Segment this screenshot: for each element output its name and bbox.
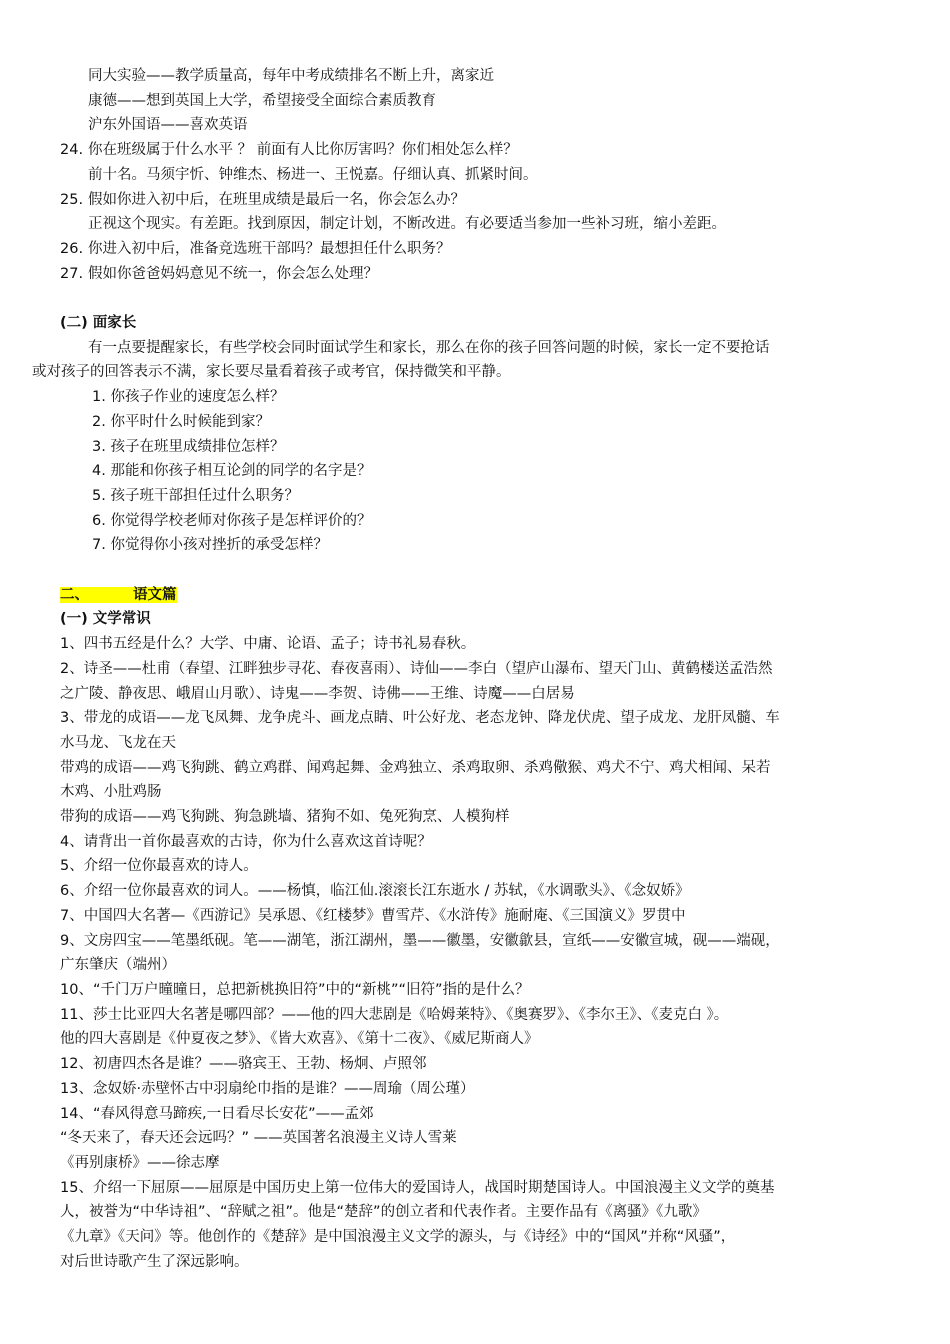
literature-line: 广东肇庆（端州） [60, 957, 176, 974]
literature-line: 15、介绍一下屈原——屈原是中国历史上第一位伟大的爱国诗人，战国时期楚国诗人。中国浪漫主义文学的奠基 [60, 1179, 775, 1196]
literature-line: 他的四大喜剧是《仲夏夜之梦》、《皆大欢喜》、《第十二夜》、《威尼斯商人》 [60, 1031, 539, 1048]
parents-question: 4. 那能和你孩子相互论剑的同学的名字是？ [92, 463, 372, 480]
question-text: 你进入初中后，准备竞选班干部吗？最想担任什么职务？ [88, 240, 451, 257]
answer-text: 前十名。马须宇忻、钟维杰、杨进一、王悦嘉。仔细认真、抓紧时间。 [88, 166, 538, 183]
parents-question: 2. 你平时什么时候能到家？ [92, 413, 270, 430]
literature-line: 7、中国四大名著—《西游记》吴承恩、《红楼梦》曹雪芹、《水浒传》施耐庵、《三国演义》罗贯中 [60, 907, 686, 924]
parents-question: 7. 你觉得你小孩对挫折的承受怎样？ [92, 537, 328, 554]
literature-line: 之广陵、静夜思、峨眉山月歌）、诗鬼——李贺、诗佛——王维、诗魔——白居易 [60, 685, 575, 702]
question-text: 假如你爸爸妈妈意见不统一，你会怎么处理？ [88, 265, 378, 282]
literature-line: 4、请背出一首你最喜欢的古诗，你为什么喜欢这首诗呢？ [60, 833, 432, 850]
literature-line: 木鸡、小肚鸡肠 [60, 784, 162, 801]
literature-line: “冬天来了，春天还会远吗？” ——英国著名浪漫主义诗人雪莱 [60, 1130, 457, 1147]
section-number: 二、 [60, 586, 89, 603]
question-number: 27. [60, 265, 84, 282]
section-heading-parents: (二) 面家长 [60, 315, 137, 332]
section-heading-chinese [60, 583, 904, 608]
spacer [60, 286, 904, 311]
highlighted-heading [60, 587, 177, 603]
literature-line: 12、初唐四杰各是谁？——骆宾王、王勃、杨炯、卢照邻 [60, 1056, 427, 1073]
parents-intro-cont: 或对孩子的回答表示不满，家长要尽量看着孩子或考官，保持微笑和平静。 [32, 364, 511, 381]
literature-line: 6、介绍一位你最喜欢的词人。——杨慎，临江仙.滚滚长江东逝水 / 苏轼，《水调歌头》、《念奴娇》 [60, 883, 690, 900]
question-item [60, 262, 904, 287]
parents-intro: 有一点要提醒家长，有些学校会同时面试学生和家长，那么在你的孩子回答问题的时候，家长一定不要抢话 [88, 339, 770, 356]
parents-question: 6. 你觉得学校老师对你孩子是怎样评价的？ [92, 512, 372, 529]
literature-line: 对后世诗歌产生了深远影响。 [60, 1253, 249, 1270]
literature-line: 5、介绍一位你最喜欢的诗人。 [60, 858, 258, 875]
parents-question: 3. 孩子在班里成绩排位怎样？ [92, 438, 285, 455]
school-line: 沪东外国语——喜欢英语 [88, 117, 248, 134]
literature-line: 9、文房四宝——笔墨纸砚。笔——湖笔，浙江湖州，墨——徽墨，安徽歙县，宣纸——安徽宣城，砚——端砚， [60, 932, 780, 949]
question-item [60, 138, 904, 163]
school-line: 同大实验——教学质量高，每年中考成绩排名不断上升，离家近 [88, 68, 494, 84]
answer-text: 正视这个现实。有差距。找到原因，制定计划，不断改进。有必要适当参加一些补习班，缩小差距。 [88, 216, 726, 233]
literature-line: 10、“千门万户曈曈日，总把新桃换旧符”中的“新桃”“旧符”指的是什么？ [60, 981, 530, 998]
spacer [60, 558, 904, 583]
question-text: 你在班级属于什么水平 ？ 前面有人比你厉害吗？你们相处怎么样？ [88, 142, 518, 159]
literature-line: 《再别康桥》——徐志摩 [60, 1154, 220, 1171]
literature-line: 水马龙、飞龙在天 [60, 734, 176, 751]
literature-line: 带狗的成语——鸡飞狗跳、狗急跳墙、猪狗不如、兔死狗烹、人模狗样 [60, 809, 510, 826]
question-number: 25. [60, 191, 84, 208]
question-number: 26. [60, 240, 84, 257]
parents-question: 1. 你孩子作业的速度怎么样？ [92, 389, 285, 406]
literature-line: 13、念奴娇·赤壁怀古中羽扇纶巾指的是谁？——周瑜（周公瑾） [60, 1080, 475, 1097]
literature-line: 1、四书五经是什么？大学、中庸、论语、孟子；诗书礼易春秋。 [60, 636, 476, 653]
school-line: 康德——想到英国上大学，希望接受全面综合素质教育 [88, 92, 436, 109]
literature-line: 带鸡的成语——鸡飞狗跳、鹤立鸡群、闻鸡起舞、金鸡独立、杀鸡取卵、杀鸡儆猴、鸡犬不宁、鸡犬相闻、呆若 [60, 759, 771, 776]
literature-line: 3、带龙的成语——龙飞凤舞、龙争虎斗、画龙点睛、叶公好龙、老态龙钟、降龙伏虎、望子成龙、龙肝凤髓、车 [60, 710, 780, 727]
literature-line: 《九章》《天问》等。他创作的《楚辞》是中国浪漫主义文学的源头，与《诗经》中的“国风”并称“风骚”， [60, 1229, 736, 1246]
question-text: 假如你进入初中后，在班里成绩是最后一名，你会怎么办？ [88, 191, 465, 208]
literature-line: 11、莎士比亚四大名著是哪四部？——他的四大悲剧是《哈姆莱特》、《奥赛罗》、《李尔王》、《麦克白 》。 [60, 1006, 729, 1023]
literature-line: 14、“春风得意马蹄疾,一日看尽长安花”——孟郊 [60, 1105, 374, 1122]
parents-question: 5. 孩子班干部担任过什么职务？ [92, 487, 299, 504]
question-item [60, 237, 904, 262]
question-item [60, 188, 904, 213]
section-title: 语文篇 [133, 586, 177, 603]
sub-heading-literature: (一) 文学常识 [60, 611, 151, 628]
literature-line: 人，被誉为“中华诗祖”、“辞赋之祖”。他是“楚辞”的创立者和代表作者。主要作品有《离骚》《九歌》 [60, 1204, 707, 1221]
literature-line: 2、诗圣——杜甫（春望、江畔独步寻花、春夜喜雨）、诗仙——李白（望庐山瀑布、望天门山、黄鹤楼送孟浩然 [60, 660, 773, 677]
question-number: 24. [60, 142, 84, 159]
